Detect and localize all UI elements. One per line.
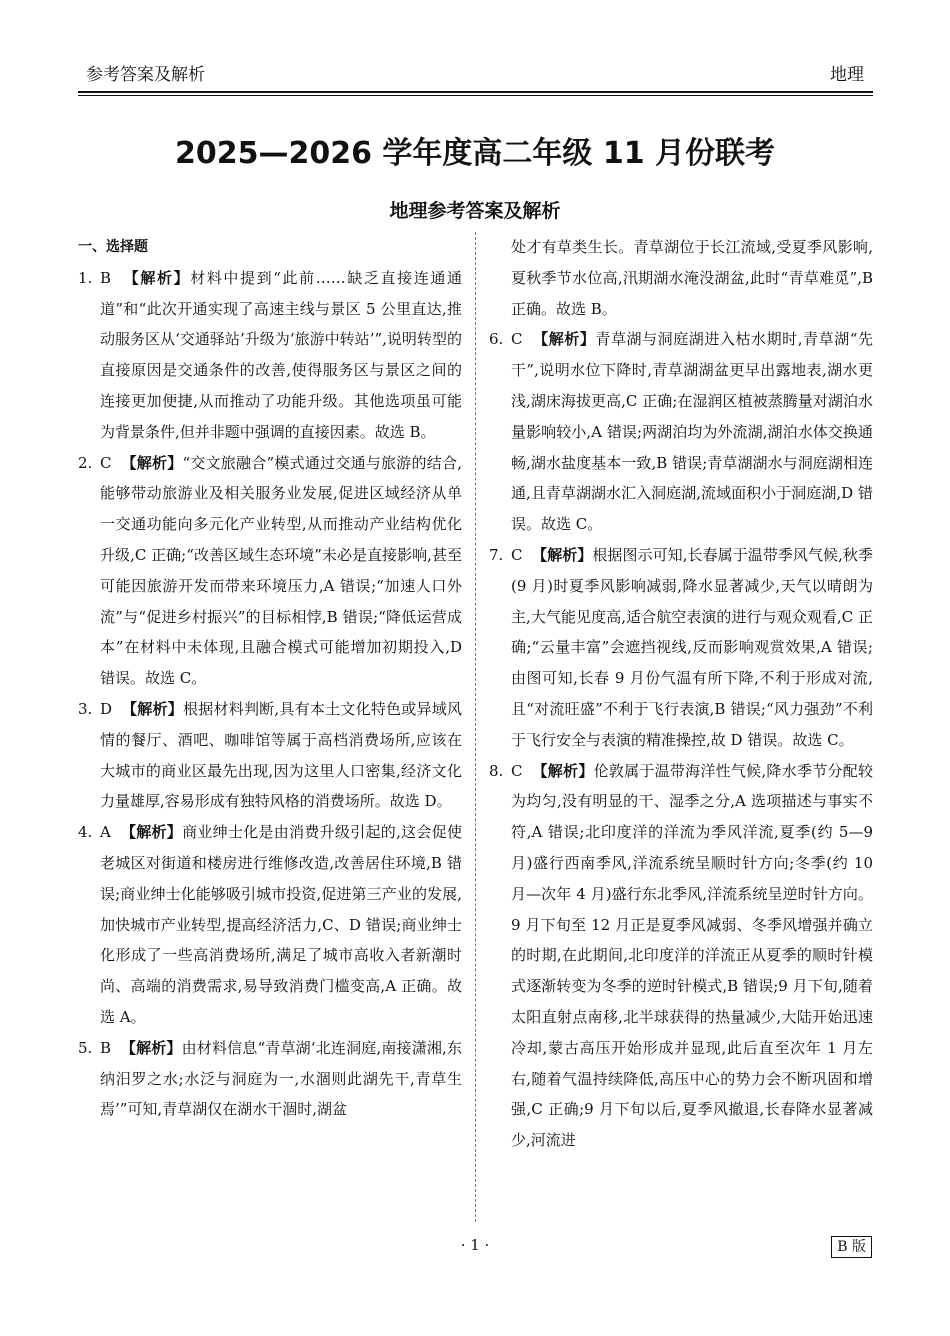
- analysis-tag: 【解析】: [532, 545, 593, 564]
- analysis-tag: 【解析】: [533, 330, 596, 349]
- header-left-label: 参考答案及解析: [86, 65, 205, 85]
- analysis-text: 根据材料判断,具有本土文化特色或异域风情的餐厅、酒吧、咖啡馆等属于高档消费场所,应该在大城市的商业区最先出现,因为这里人口密集,经济文化力量雄厚,容易形成有独特风格的消费场所。故选 D。: [100, 699, 462, 811]
- header-rule-thick: [78, 91, 873, 93]
- answer-letter: C: [511, 330, 523, 349]
- header-rule-thin: [78, 95, 873, 96]
- question-item: [489, 756, 873, 1156]
- edition-badge: B 版: [831, 1236, 872, 1258]
- question-number: 2.: [78, 453, 93, 472]
- document-subtitle: 地理参考答案及解析: [389, 200, 561, 222]
- question-item: [78, 448, 462, 694]
- document-title: 2025—2026 学年度高二年级 11 月份联考: [174, 136, 776, 171]
- question-number: 1.: [78, 268, 93, 287]
- analysis-tag: 【解析】: [122, 699, 183, 718]
- question-number: 5.: [78, 1038, 93, 1057]
- question-continuation: 处才有草类生长。青草湖位于长江流域,受夏季风影响,夏秋季节水位高,汛期湖水淹没湖盆,此时“青草难觅”,B 正确。故选 B。: [511, 238, 873, 318]
- analysis-tag: 【解析】: [121, 453, 183, 472]
- answer-letter: C: [511, 545, 523, 564]
- question-item: [78, 817, 462, 1033]
- question-item: [78, 694, 462, 817]
- analysis-text: 商业绅士化是由消费升级引起的,这会促使老城区对街道和楼房进行维修改造,改善居住环境,B 错误;商业绅士化能够吸引城市投资,促进第三产业的发展,加快城市产业转型,提高经济活力,C、D 错误;商业绅士化形成了一些高消费场所,满足了城市高收入者新潮时尚、高端的消费需求,易导致消费门槛变高,A 正确。故选 A。: [100, 823, 462, 1026]
- analysis-tag: 【解析】: [123, 268, 191, 287]
- question-number: 3.: [78, 699, 93, 718]
- right-column: [489, 232, 873, 1156]
- question-item: [78, 263, 462, 448]
- answer-letter: C: [511, 761, 523, 780]
- analysis-tag: 【解析】: [120, 1038, 182, 1057]
- question-item: [78, 1033, 462, 1125]
- answer-letter: A: [100, 823, 111, 842]
- analysis-text: 青草湖与洞庭湖进入枯水期时,青草湖“先干”,说明水位下降时,青草湖湖盆更早出露地表,湖水更浅,湖床海拔更高,C 正确;在湿润区植被蒸腾量对湖泊水量影响较小,A 错误;两湖泊均为外流湖,湖泊水体交换通畅,湖水盐度基本一致,B 错误;青草湖湖水与洞庭湖相连通,且青草湖湖水汇入洞庭湖,流域面积小于洞庭湖,D 错误。故选 C。: [511, 330, 873, 534]
- analysis-text: 根据图示可知,长春属于温带季风气候,秋季(9 月)时夏季风影响减弱,降水显著减少,天气以晴朗为主,大气能见度高,适合航空表演的进行与观众观看,C 正确;“云量丰富”会遮挡视线,反而影响观赏效果,A 错误;由图可知,长春 9 月份气温有所下降,不利于形成对流,且“对流旺盛”不利于飞行表演,B 错误;“风力强劲”不利于飞行安全与表演的精准操控,故 D 错误。故选 C。: [511, 545, 873, 749]
- answer-letter: D: [100, 699, 113, 718]
- answer-letter: B: [100, 268, 112, 287]
- analysis-tag: 【解析】: [532, 761, 594, 780]
- section-heading: 一、选择题: [78, 239, 148, 255]
- header-subject-label: 地理: [830, 65, 864, 85]
- analysis-text: “交文旅融合”模式通过交通与旅游的结合,能够带动旅游业及相关服务业发展,促进区域经济从单一交通功能向多元化产业转型,从而推动产业结构优化升级,C 正确;“改善区域生态环境”未必是直接影响,甚至可能因旅游开发而带来环境压力,A 错误;“加速人口外流”与“促进乡村振兴”的目标相悖,B 错误;“降低运营成本”在材料中未体现,且融合模式可能增加初期投入,D 错误。故选 C。: [100, 453, 462, 688]
- question-number: 8.: [489, 761, 504, 780]
- answer-letter: C: [100, 453, 112, 472]
- question-number: 7.: [489, 545, 504, 564]
- analysis-text: 伦敦属于温带海洋性气候,降水季节分配较为均匀,没有明显的干、湿季之分,A 选项描述与事实不符,A 错误;北印度洋的洋流为季风洋流,夏季(约 5—9 月)盛行西南季风,洋流系统呈顺时针方向;冬季(约 10 月—次年 4 月)盛行东北季风,洋流系统呈逆时针方向。9 月下旬至 12 月正是夏季风减弱、冬季风增强并确立的时期,在此期间,北印度洋的洋流正从夏季的顺时针模式逐渐转变为冬季的逆时针模式,B 错误;9 月下旬,随着太阳直射点南移,北半球获得的热量减少,大陆开始迅速冷却,蒙古高压开始形成并显现,此后直至次年 1 月左右,随着气温持续降低,高压中心的势力会不断巩固和增强,C 正确;9 月下旬以后,夏季风撤退,长春降水显著减少,河流进: [511, 761, 873, 1150]
- question-item: [489, 540, 873, 756]
- analysis-tag: 【解析】: [120, 823, 183, 842]
- question-item: [489, 324, 873, 540]
- analysis-text: 材料中提到“此前……缺乏直接连通通道”和“此次开通实现了高速主线与景区 5 公里直达,推动服务区从‘交通驿站’升级为‘旅游中转站’”,说明转型的直接原因是交通条件的改善,使得服务区与景区之间的连接更加便捷,从而推动了功能升级。其他选项虽可能为背景条件,但并非题中强调的直接因素。故选 B。: [100, 268, 462, 441]
- page-number: · 1 ·: [460, 1236, 490, 1254]
- question-number: 6.: [489, 330, 504, 349]
- question-number: 4.: [78, 823, 93, 842]
- left-column: [78, 232, 462, 1125]
- answer-letter: B: [100, 1038, 112, 1057]
- column-divider: [475, 232, 476, 1222]
- analysis-text: 由材料信息“青草湖‘北连洞庭,南接潇湘,东纳汨罗之水;水泛与洞庭为一,水涸则此湖先干,青草生焉’”可知,青草湖仅在湖水干涸时,湖盆: [100, 1038, 462, 1119]
